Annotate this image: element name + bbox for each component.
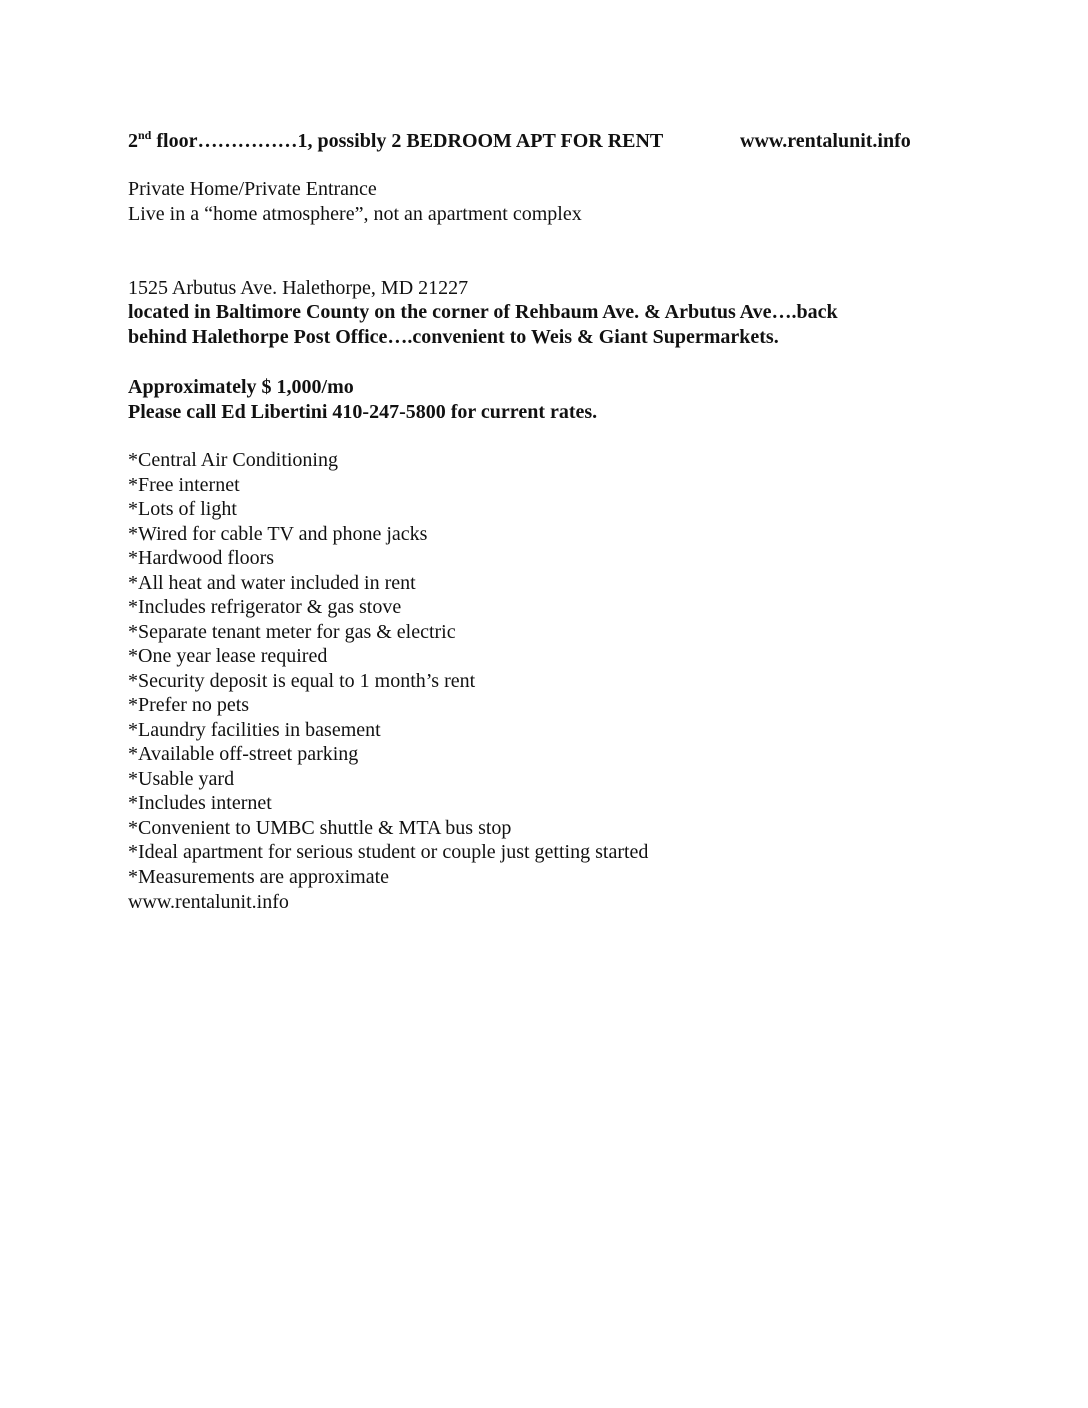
location-line-2: behind Halethorpe Post Office….convenient to Weis & Giant Supermarkets. <box>128 325 779 348</box>
feature-item: *Separate tenant meter for gas & electric <box>128 620 456 643</box>
feature-item: *Includes refrigerator & gas stove <box>128 596 402 618</box>
location-description <box>128 300 838 349</box>
feature-item: *Central Air Conditioning <box>128 449 338 471</box>
listing-title: floor……………1, possibly 2 BEDROOM APT FOR RENT <box>151 130 664 152</box>
intro-line-private-entrance: Private Home/Private Entrance <box>128 178 377 200</box>
feature-item: *Prefer no pets <box>128 694 250 716</box>
feature-item: *Ideal apartment for serious student or couple just getting started <box>128 841 649 863</box>
price-section <box>128 375 597 424</box>
intro-section <box>128 177 582 226</box>
location-line-1: located in Baltimore County on the corner of Rehbaum Ave. & Arbutus Ave….back <box>128 301 838 323</box>
rent-amount: Approximately $ 1,000/mo <box>128 376 354 398</box>
feature-item: *Includes internet <box>128 792 272 814</box>
contact-phone-line: Please call Ed Libertini 410-247-5800 for current rates. <box>128 400 598 423</box>
feature-item: *One year lease required <box>128 645 328 667</box>
footer-website-url: www.rentalunit.info <box>128 891 289 913</box>
intro-line-home-atmosphere: Live in a “home atmosphere”, not an apartment complex <box>128 202 582 225</box>
feature-item: *Lots of light <box>128 498 237 520</box>
feature-item: *Laundry facilities in basement <box>128 718 381 741</box>
feature-item: *Measurements are approximate <box>128 865 390 888</box>
features-list <box>128 448 648 889</box>
feature-item: *Security deposit is equal to 1 month’s rent <box>128 669 476 692</box>
feature-item: *All heat and water included in rent <box>128 571 416 594</box>
floor-ordinal-suffix: nd <box>138 128 152 142</box>
feature-item: *Wired for cable TV and phone jacks <box>128 522 428 545</box>
feature-item: *Convenient to UMBC shuttle & MTA bus stop <box>128 816 512 839</box>
feature-item: *Free internet <box>128 473 240 496</box>
feature-item: *Available off-street parking <box>128 743 359 765</box>
floor-number: 2 <box>128 130 138 152</box>
property-address: 1525 Arbutus Ave. Halethorpe, MD 21227 <box>128 277 469 299</box>
listing-heading <box>128 128 958 154</box>
feature-item: *Usable yard <box>128 767 235 790</box>
heading-website-url: www.rentalunit.info <box>740 130 911 152</box>
feature-item: *Hardwood floors <box>128 547 275 569</box>
